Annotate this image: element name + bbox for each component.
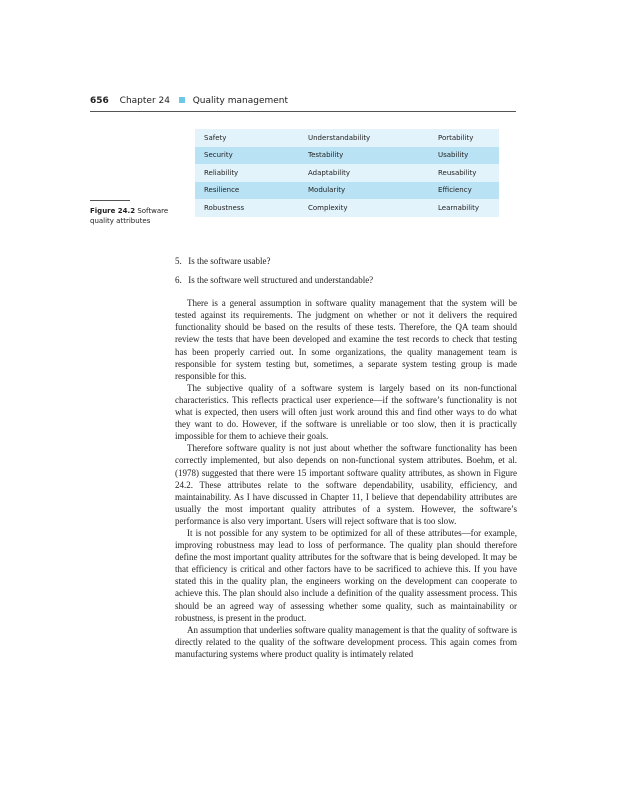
figure-caption xyxy=(90,206,180,226)
table-cell: Efficiency xyxy=(429,182,499,200)
table-cell: Resilience xyxy=(195,182,299,200)
header-divider xyxy=(90,111,516,112)
table-row xyxy=(195,147,499,165)
table-cell: Understandability xyxy=(299,129,429,147)
table-cell: Reliability xyxy=(195,164,299,182)
body-text xyxy=(175,255,517,660)
table-cell: Portability xyxy=(429,129,499,147)
table-cell: Safety xyxy=(195,129,299,147)
section-title: Quality management xyxy=(192,96,289,106)
table-row xyxy=(195,164,499,182)
list-number: 6. xyxy=(175,275,182,286)
paragraph: There is a general assumption in software quality management that the system will be tested against its requirements. The judgment on whether or not it delivers the required functionality should be based on the results of these tests. Therefore, the QA team should review the tests that have been developed and examine the test records to check that testing has been properly carried out. In some organizations, the quality management team is responsible for system testing but, sometimes, a separate system testing group is made responsible for this. xyxy=(175,298,517,381)
list-item xyxy=(175,274,517,286)
table-cell: Usability xyxy=(429,147,499,165)
caption-divider xyxy=(90,200,130,201)
list-text: Is the software well structured and understandable? xyxy=(188,275,374,286)
table-cell: Testability xyxy=(299,147,429,165)
table-cell: Robustness xyxy=(195,199,299,217)
table-cell: Adaptability xyxy=(299,164,429,182)
figure-label: Figure 24.2 xyxy=(90,207,136,215)
table-row xyxy=(195,199,499,217)
list-item xyxy=(175,255,517,267)
paragraph: The subjective quality of a software system is largely based on its non-functional characteristics. This reflects practical user experience—if the software’s functionality is not what is expected, then users will often just work around this and find other ways to do what they want to do. However, if the software is unreliable or too slow, then it is practically impossible for them to achieve their goals. xyxy=(175,382,517,442)
table-cell: Complexity xyxy=(299,199,429,217)
paragraph: It is not possible for any system to be optimized for all of these attributes—for example, improving robustness may lead to loss of performance. The quality plan should therefore define the most important quality attributes for the software that is being developed. It may be that efficiency is critical and other factors have to be sacrificed to achieve this. If you have stated this in the quality plan, the engineers working on the development can cooperate to achieve this. The plan should also include a definition of the quality assessment process. This should be an agreed way of assessing whether some quality, such as maintainability or robustness, is present in the product. xyxy=(175,527,517,623)
paragraph: Therefore software quality is not just about whether the software functionality has been correctly implemented, but also depends on non-functional system attributes. Boehm, et al. (1978) suggested that there were 15 important software quality attributes, as shown in Figure 24.2. These attributes relate to the software dependability, usability, efficiency, and maintainability. As I have discussed in Chapter 11, I believe that dependability attributes are usually the most important quality attributes of a system. However, the software’s performance is also very important. Users will reject software that is too slow. xyxy=(175,443,517,526)
list-text: Is the software usable? xyxy=(188,256,271,266)
paragraph: An assumption that underlies software quality management is that the quality of software is directly related to the quality of the software development process. This again comes from manufacturing systems where product quality is intimately related xyxy=(175,624,517,659)
figure-title: Software quality attributes xyxy=(90,207,169,225)
table-row xyxy=(195,129,499,147)
table-row xyxy=(195,182,499,200)
table-cell: Learnability xyxy=(429,199,499,217)
running-head xyxy=(90,96,516,106)
table-cell: Security xyxy=(195,147,299,165)
table-cell: Modularity xyxy=(299,182,429,200)
chapter-label: Chapter 24 xyxy=(119,96,170,106)
table-cell: Reusability xyxy=(429,164,499,182)
section-marker-icon xyxy=(179,97,185,103)
quality-attributes-table xyxy=(195,129,499,217)
page-number: 656 xyxy=(90,96,109,106)
list-number: 5. xyxy=(175,256,182,266)
